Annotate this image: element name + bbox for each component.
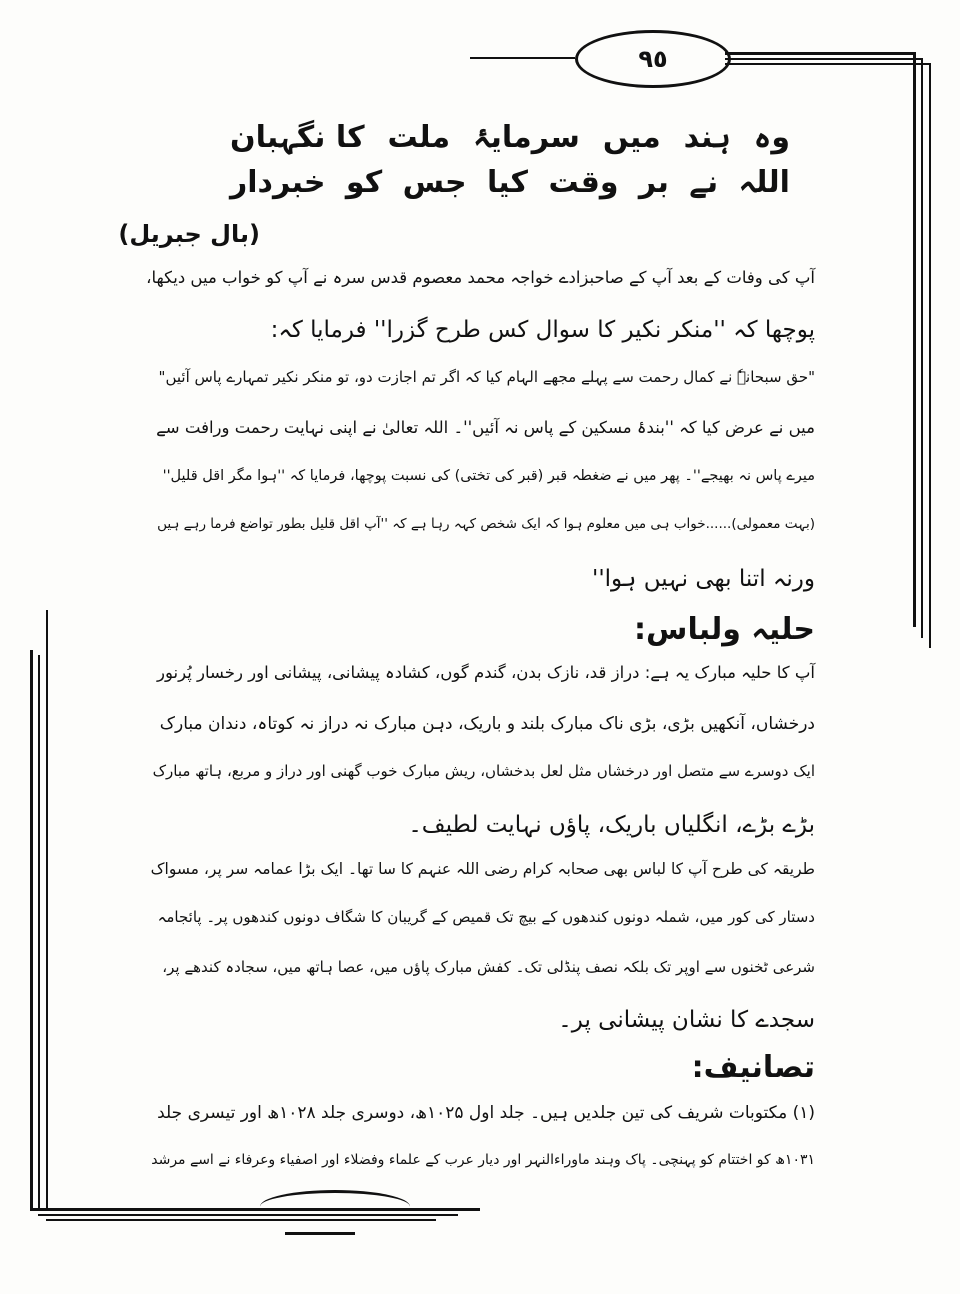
- verse-attribution: (بال جبریل): [118, 220, 260, 248]
- verse-word: خبردار: [230, 165, 326, 200]
- para1-line-5: میرے پاس نہ بھیجے''۔ پھر میں نے ضغطہ قبر (قبر کی تختی) کی نسبت پوچھا، فرمایا کہ ''ہوا مگر اقل قلیل'': [162, 468, 815, 484]
- para2-line-1: آپ کا حلیہ مبارک یہ ہے: دراز قد، نازک بدن، گندم گوں، کشادہ پیشانی، پیشانی اور رخسار پُرنور: [157, 663, 815, 682]
- frame-left-line-1: [30, 650, 33, 1210]
- frame-right-line-3: [929, 63, 931, 648]
- para3-line-2: ۱۰۳۱ھ کو اختتام کو پہنچی۔ پاک وہند ماوراءالنہر اور دیار عرب کے علماء وفضلاء اور اصفیاء وعرفاء نے اسے مرشد: [151, 1152, 815, 1168]
- frame-top-left-line: [470, 57, 575, 59]
- verse-word: نے: [689, 165, 719, 200]
- para1-line-6: (بہت معمولی)......خواب ہی میں معلوم ہوا کہ ایک شخص کہہ رہا ہے کہ ''آپ اقل قلیل بطور تواضع فرما رہے ہیں: [157, 516, 815, 532]
- para1-line-7: ورنہ اتنا بھی نہیں ہوا'': [592, 566, 815, 592]
- verse-word: میں: [602, 120, 661, 155]
- heading-appearance: حلیہ ولباس:: [634, 612, 815, 647]
- verse-line-2: [230, 165, 790, 200]
- frame-top-line-1: [725, 52, 915, 55]
- frame-top-line-3: [725, 63, 931, 65]
- verse-word: بر: [638, 165, 669, 200]
- para2-line-7: شرعی ٹخنوں سے اوپر تک بلکہ نصف پنڈلی تک۔ کفش مبارک پاؤں میں، عصا ہاتھ میں، سجادہ کندھے پر،: [162, 958, 815, 976]
- para2-line-8: سجدے کا نشان پیشانی پر۔: [558, 1007, 815, 1033]
- verse-word: وہ: [753, 120, 790, 155]
- para1-line-1: آپ کی وفات کے بعد آپ کے صاحبزادے خواجہ محمد معصوم قدس سرہ نے آپ کو خواب میں دیکھا،: [146, 268, 815, 287]
- verse-word: کو: [345, 165, 383, 200]
- verse-line-1: [230, 120, 790, 155]
- para2-line-6: دستار کی کور میں، شملہ دونوں کندھوں کے بیچ تک قمیص کے گریبان کا شگاف دونوں کندھوں پر۔ پائجامہ: [157, 908, 815, 926]
- para2-line-5: طریقہ کی طرح آپ کا لباس بھی صحابہ کرام رضی اللہ عنہم کا سا تھا۔ ایک بڑا عمامہ سر پر، مسواک: [150, 860, 815, 878]
- page-number: ٩٥: [575, 30, 731, 88]
- verse-word: اللہ: [738, 165, 790, 200]
- frame-right-line-2: [921, 58, 923, 638]
- verse-word: جس: [402, 165, 467, 200]
- frame-left-line-2: [38, 655, 40, 1210]
- frame-right-line-1: [913, 52, 916, 627]
- frame-bottom-line-1: [30, 1208, 480, 1211]
- verse-word: کیا: [487, 165, 529, 200]
- para1-line-4: میں نے عرض کیا کہ ''بندۂ مسکین کے پاس نہ آئیں''۔ اللہ تعالیٰ نے اپنی نہایت رحمت ورافت سے: [156, 418, 815, 437]
- bottom-ornament-curve: [260, 1190, 410, 1223]
- para2-line-4: بڑے بڑے، انگلیاں باریک، پاؤں نہایت لطیف۔: [408, 812, 815, 838]
- frame-left-line-3: [46, 610, 48, 1210]
- heading-works: تصانیف:: [691, 1050, 815, 1085]
- bottom-ornament-dash: [285, 1232, 355, 1235]
- para2-line-3: ایک دوسرے سے متصل اور درخشاں مثل لعل بدخشاں، ریش مبارک خوب گھنی اور دراز و مربع، ہاتھ مبارک: [152, 762, 815, 780]
- para1-line-2: پوچھا کہ ''منکر نکیر کا سوال کس طرح گزرا'' فرمایا کہ:: [270, 317, 815, 343]
- frame-top-line-2: [725, 58, 923, 60]
- verse-word: ہند: [683, 120, 731, 155]
- verse-word: کا نگہبان: [230, 120, 365, 155]
- para1-line-3: "حق سبحانہٗ نے کمال رحمت سے پہلے مجھے الہام کیا کہ اگر تم اجازت دو، تو منکر نکیر تمہارے پاس آئیں": [158, 368, 815, 386]
- verse-word: وقت: [548, 165, 619, 200]
- para2-line-2: درخشاں، آنکھیں بڑی، بڑی ناک مبارک بلند و باریک، دہن مبارک نہ دراز نہ کوتاہ، دندان مبارک: [159, 714, 815, 734]
- para3-line-1: (۱) مکتوبات شریف کی تین جلدیں ہیں۔ جلد اول ۱۰۲۵ھ، دوسری جلد ۱۰۲۸ھ اور تیسری جلد: [157, 1103, 815, 1123]
- verse-word: سرمایۂ: [473, 120, 580, 155]
- verse-word: ملت: [387, 120, 451, 155]
